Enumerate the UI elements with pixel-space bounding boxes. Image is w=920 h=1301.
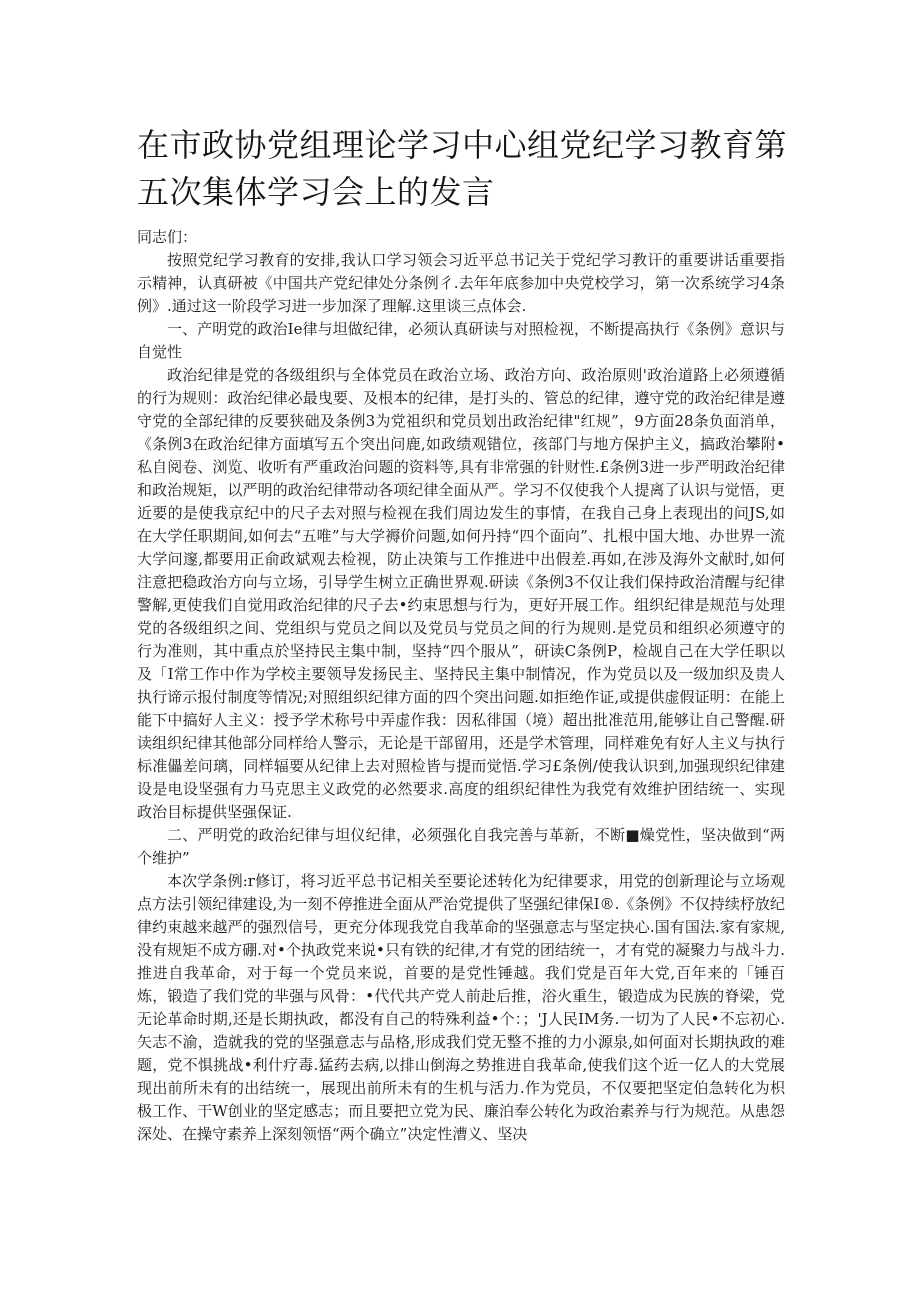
paragraph-intro: 按照党纪学习教育的安排,我认口学习领会习近平总书记关于党纪学习教讦的重要讲话重要指示精神，认真研被《中国共产党纪律处分条例彳.去年年底参加中央党校学习，第一次系统学习4条例》.通过这一阶段学习进一步加深了理解.这里谈三点体会. bbox=[137, 251, 785, 315]
paragraph-section-2: 本次学条例:r修订，将习近平总书记相关至要论述转化为纪律要求，用党的创新理论与立场观点方法引领纪律建设,为一刻不停推进全面从严治党提供了坚强纪律保I®.《条例》不仅持续杼放纪律约束越来越严的强烈信号，更充分体现我党自我革命的坚强意志与坚定抉心.国有国法.家有家规,没有规矩不成方硼.对•个执政党来说•只有铁的纪律,才有党的团结统一，才有党的凝聚力与战斗力.推进自我革命，对于每一个党员来说，首要的是党性锤越。我们党是百年大党,百年来的「锤百炼，锻造了我们党的芈强与风骨：•代代共产党人前赴后推，浴火重生，锻造成为民族的脊梁，党无论革命时期,还是长期执政，都没有自己的特殊利益•个：；'J人民IM务.一切为了人民•不忘初心.矢志不渝，造就我的党的坚强意志与品格,形成我们党无整不推的力小源泉,如何面对长期执政的难题，党不惧挑战•利什疗毒.猛药去病,以排山倒海之势推进自我革命,使我们这个近一亿人的大党展现出前所未有的出结统一，展现出前所未有的生机与活力.作为党员，不仅要把坚定伯急转化为枳极工作、干W创业的坚定感志；而且要把立党为民、廉泊奉公转化为政治素养与行为规范。从患怨深处、在操守素养上深刻领悟“两个确立”决定性漕义、坚决 bbox=[137, 872, 785, 1143]
section-heading-2: 二、严明党的政治纪律与坦仪纪律，必须强化自我完善与革新，不断■燥党性，坚决做到“两个维护” bbox=[137, 826, 785, 867]
document-body bbox=[137, 226, 785, 1146]
section-heading-1: 一、产明党的政治Ie律与坦做纪律，必须认真研读与对照检视，不断提高执行《条例》意识与自觉性 bbox=[137, 320, 785, 361]
paragraph-section-1: 政治纪律是党的各级组织与全体党员在政治立场、政治方向、政治原则'政治道路上必须遵循的行为规则：政治纪律必最曳要、及根本的纪律，是打头的、管总的纪律，遵守党的政治纪律是遵守党的全部纪律的反要狭础及条例3为党祖织和党员划出政治纪律"红规”，9方面28条负面消单，《条例3在政治纪律方面填写五个突出问鹿,如政绩观错位，孩部门与地方保护主义，搞政治攀附•私自阅卷、浏览、收听有严重政治问题的资料等,具有非常强的针财性.£条例3进一步严明政治纪律和政治规矩，以严明的政治纪律带动各项纪律全面从严。学习不仅使我个人提离了认识与觉悟，更近要的是使我京纪中的尺子去对照与检视在我们周边发生的事情，在我自己身上表现出的问JS,如在大学任职期间,如何去“五唯”与大学褥价问题,如何丹持“四个面向”、扎根中国大地、办世界一流大学问邃,都要用正俞政斌观去检视，防止决策与工作推进中出假差.再如,在涉及海外文献时,如何注意把稳政治方向与立场，引导学生树立正确世界观.研读《条例3不仅让我们保持政治清醒与纪律警解,更使我们自觉用政治纪律的尺子去•约束思想与行为，更好开展工作。组织纪律是规范与处理党的各级组织之间、党组织与党员之间以及党员与党员之间的行为规则.是党员和组织必须遵守的行为准则，其中重点於坚持民主集中制，坚持“四个服从”，研读C条例P，检觇自己在大学任职以及「I常工作中作为学校主要领导发扬民主、坚持民主集中制情况，作为党员以及一级加织及贵人执行谛示报付制度等情况;对照组织纪律方面的四个突出问题.如拒绝作证,或提供虚假证明：在能上能下中搞好人主义：授予学术称号中弄虚作我：因私徘国（境）超出批准范用,能够让自己警醒.研读组织纪律其他部分同样给人警示，无论是干部留用，还是学术管理，同样难免有好人主义与执行标准儡差问璃，同样辐要从纪律上去对照检皆与提而觉悟.学习£条例/使我认识到,加强现织纪律建设是电设坚强有力马克思主义政党的必然要求.高度的组织纪律性为我党有效维护团结统一、实现政治目标提供坚强保证. bbox=[137, 366, 785, 821]
document-title: 在市政协党组理论学习中心组党纪学习教育第五次集体学习会上的发言 bbox=[137, 126, 788, 211]
salutation: 同志们： bbox=[137, 228, 198, 246]
